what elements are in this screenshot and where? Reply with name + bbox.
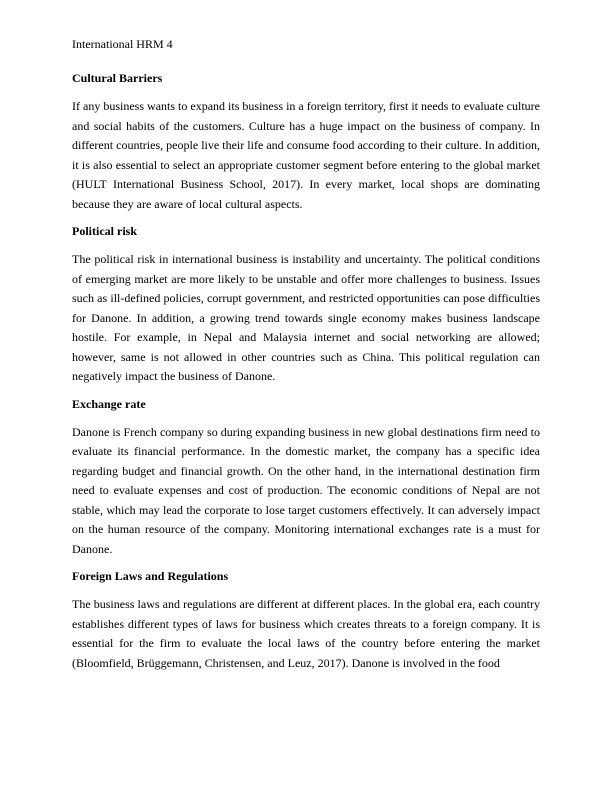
section-foreign-laws <box>72 568 540 673</box>
section-political-risk <box>72 223 540 387</box>
section-paragraph: The political risk in international business is instability and uncertainty. The political conditions of emerging market are more likely to be unstable and offer more challenges to business. Issues such as ill-defined policies, corrupt government, and restricted opportunities can pose difficulties for Danone. In addition, a growing trend towards single economy makes business landscape hostile. For example, in Nepal and Malaysia internet and social networking are allowed; however, same is not allowed in other countries such as China. This political regulation can negatively impact the business of Danone. <box>72 252 540 383</box>
section-cultural-barriers <box>72 70 540 214</box>
section-heading: Exchange rate <box>72 396 146 411</box>
running-head: International HRM 4 <box>72 37 173 51</box>
section-paragraph: The business laws and regulations are different at different places. In the global era, each country establishes different types of laws for business which creates threats to a foreign company. It is essential for the firm to evaluate the local laws of the country before entering the market (Bloomfield, Brüggemann, Christensen, and Leuz, 2017). Danone is involved in the food <box>72 597 540 670</box>
section-heading: Cultural Barriers <box>72 71 163 85</box>
section-paragraph: Danone is French company so during expanding business in new global destinations firm need to evaluate its financial performance. In the domestic market, the company has a specific idea regarding budget and financial growth. On the other hand, in the international destination firm need to evaluate expenses and cost of production. The economic conditions of Nepal are not stable, which may lead the corporate to lose target customers effectively. It can adversely impact on the human resource of the company. Monitoring international exchanges rate is a must for Danone. <box>72 424 540 556</box>
section-exchange-rate <box>72 396 540 560</box>
section-heading: Political risk <box>72 224 137 238</box>
section-paragraph: If any business wants to expand its business in a foreign territory, first it needs to evaluate culture and social habits of the customers. Culture has a huge impact on the business of company. In different countries, people live their life and consume food according to their culture. In addition, it is also essential to select an appropriate customer segment before entering to the global market (HULT International Business School, 2017). In every market, local shops are dominating because they are aware of local cultural aspects. <box>72 99 540 211</box>
document-body <box>72 70 540 682</box>
section-heading: Foreign Laws and Regulations <box>72 569 229 583</box>
